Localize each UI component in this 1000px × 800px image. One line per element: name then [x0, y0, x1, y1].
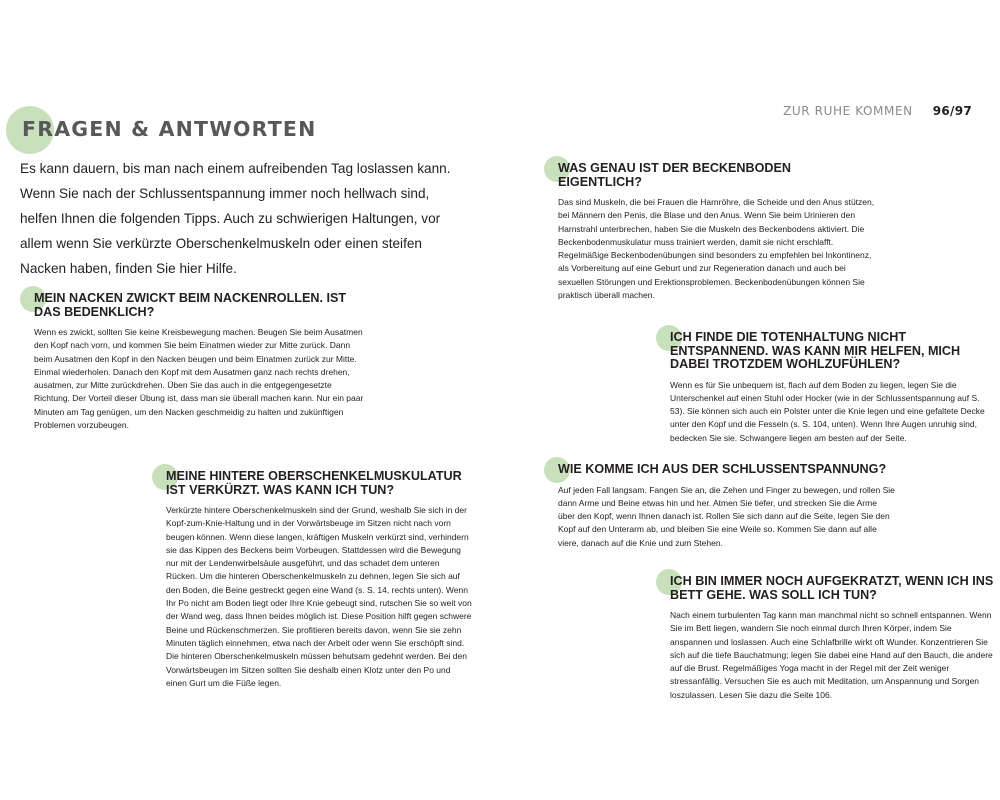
answer-text: Wenn es zwickt, sollten Sie keine Kreisbewegung machen. Beugen Sie beim Ausatmen den Kopf nach vorn, und kommen Sie beim Einatmen wieder zur Mitte zurück. Dann beim Ausatmen den Kopf in den Nacken beugen und beim Einatmen zurück zur Mitte. Einmal wiederholen. Danach den Kopf mit dem Ausatmen ganz nach rechts drehen, ausatmen, zur Mitte zurückdrehen. Üben Sie das auch in die entgegengesetzte Richtung. Der Vorteil dieser Übung ist, dass man sie überall machen kann. Nur ein paar Minuten am Tag genügen, um den Nacken geschmeidig zu halten und zukünftigen Problemen vorzubeugen.: [34, 327, 364, 431]
qa-item: [558, 162, 876, 302]
qa-item: [34, 292, 366, 432]
answer-text: Wenn es für Sie unbequem ist, flach auf dem Boden zu liegen, legen Sie die Unterschenkel auf einen Stuhl oder Hocker (wie in der Schlussentspannung auf S. 53). Sie können sich auch ein Polster unter die Knie legen und eine gefaltete Decke unter den Kopf und die Fesseln (s. S. 104, unten). Wenn Ihre Augen unruhig sind, bedecken Sie sie. Schwangere liegen am besten auf der Seite.: [670, 379, 985, 443]
answer-text: Verkürzte hintere Oberschenkelmuskeln sind der Grund, weshalb Sie sich in der Kopf-zum-Knie-Haltung und in der Vorwärtsbeuge im Sitzen nicht nach vorn beugen können. Wenn diese langen, kräftigen Muskeln verkürzt sind, verhindern sie das Kippen des Beckens beim Vorbeugen. Stattdessen wird die Bewegung nur mit der Lendenwirbelsäule ausgeführt, und das schadet dem unteren Rücken. Um die hinteren Oberschenkelmuskeln zu dehnen, legen Sie sich auf den Boden, die Beine gestreckt gegen eine Wand (s. S. 14, rechts unten). Wenn Ihr Po nicht am Boden liegt oder Ihre Knie gebeugt sind, rutschen Sie so weit von der Wand weg, dass Ihnen beides möglich ist. Diese Position hilft gegen schwere Beine und Rückenschmerzen. Sie profitieren bereits davon, wenn Sie sie zehn Minuten täglich einnehmen, etwa nach der Arbeit oder wenn Sie erschöpft sind. Die hinteren Oberschenkelmuskeln müssen behutsam gedehnt werden. Bei den Vorwärtsbeugen im Sitzen sollten Sie deshalb einen Klotz unter den Po und einen Gurt um die Füße legen.: [166, 505, 472, 688]
page-numbers: 96/97: [932, 104, 972, 118]
intro-paragraph: Es kann dauern, bis man nach einem aufreibenden Tag loslassen kann. Wenn Sie nach der Schlussentspannung immer noch hellwach sind, helfen Ihnen die folgenden Tipps. Auch zu schwierigen Haltungen, vor allem wenn Sie verkürzte Oberschenkelmuskeln oder einen steifen Nacken haben, finden Sie hier Hilfe.: [20, 161, 451, 276]
qa-item: [670, 331, 992, 445]
page-title: FRAGEN & ANTWORTEN: [22, 117, 317, 141]
question-heading: MEIN NACKEN ZWICKT BEIM NACKENROLLEN. IST DAS BEDENKLICH?: [34, 291, 347, 319]
question-heading: MEINE HINTERE OBERSCHENKELMUSKULATUR IST VERKÜRZT. WAS KANN ICH TUN?: [166, 469, 462, 497]
question-heading: WAS GENAU IST DER BECKENBODEN EIGENTLICH?: [558, 161, 792, 189]
answer-text: Das sind Muskeln, die bei Frauen die Harnröhre, die Scheide und den Anus stützen, bei Männern den Penis, die Blase und den Anus. Wenn Sie beim Urinieren den Harnstrahl unterbrechen, haben Sie die Muskeln des Beckenbodens aktiviert. Die Beckenbodenmuskulatur muss trainiert werden, damit sie nicht erschlafft. Regelmäßige Beckenbodenübungen sind besonders zu empfehlen bei Inkontinenz, als Vorbereitung auf eine Geburt und zur Regeneration danach und auch bei sexuellen Störungen und Erektionsproblemen. Beckenbodenübungen können Sie praktisch überall machen.: [558, 197, 875, 301]
running-header: [783, 104, 972, 118]
question-heading: ICH FINDE DIE TOTENHALTUNG NICHT ENTSPANNEND. WAS KANN MIR HELFEN, MICH DABEI TROTZDEM WOHLZUFÜHLEN?: [670, 330, 961, 371]
answer-text: Auf jeden Fall langsam. Fangen Sie an, die Zehen und Finger zu bewegen, und rollen Sie dann Arme und Beine etwas hin und her. Atmen Sie tiefer, und strecken Sie die Arme über den Kopf, wenn Ihnen danach ist. Rollen Sie sich dann auf die Seite, legen Sie den Kopf auf den Unterarm ab, und bleiben Sie eine Weile so. Kommen Sie dann auf alle viere, danach auf die Knie und zum Stehen.: [558, 484, 895, 548]
question-heading: WIE KOMME ICH AUS DER SCHLUSSENTSPANNUNG?: [558, 462, 887, 476]
qa-item: [670, 575, 996, 702]
question-heading: ICH BIN IMMER NOCH AUFGEKRATZT, WENN ICH INS BETT GEHE. WAS SOLL ICH TUN?: [670, 574, 994, 602]
qa-item: [166, 470, 472, 690]
section-label: ZUR RUHE KOMMEN: [783, 104, 913, 118]
qa-item: [558, 463, 896, 550]
answer-text: Nach einem turbulenten Tag kann man manchmal nicht so schnell entspannen. Wenn Sie im Bett liegen, wandern Sie noch einmal durch Ihren Körper, indem Sie anspannen und loslassen. Auch eine Schlafbrille wirkt oft Wunder. Konzentrieren Sie sich auf die tiefe Bauchatmung; legen Sie dabei eine Hand auf den Bauch, die andere auf die Brust. Regelmäßiges Yoga macht in der Regel mit der Zeit weniger stressanfällig. Versuchen Sie es auch mit Meditation, um Anspannung und Sorgen loszulassen. Lesen Sie dazu die Seite 106.: [670, 610, 993, 700]
